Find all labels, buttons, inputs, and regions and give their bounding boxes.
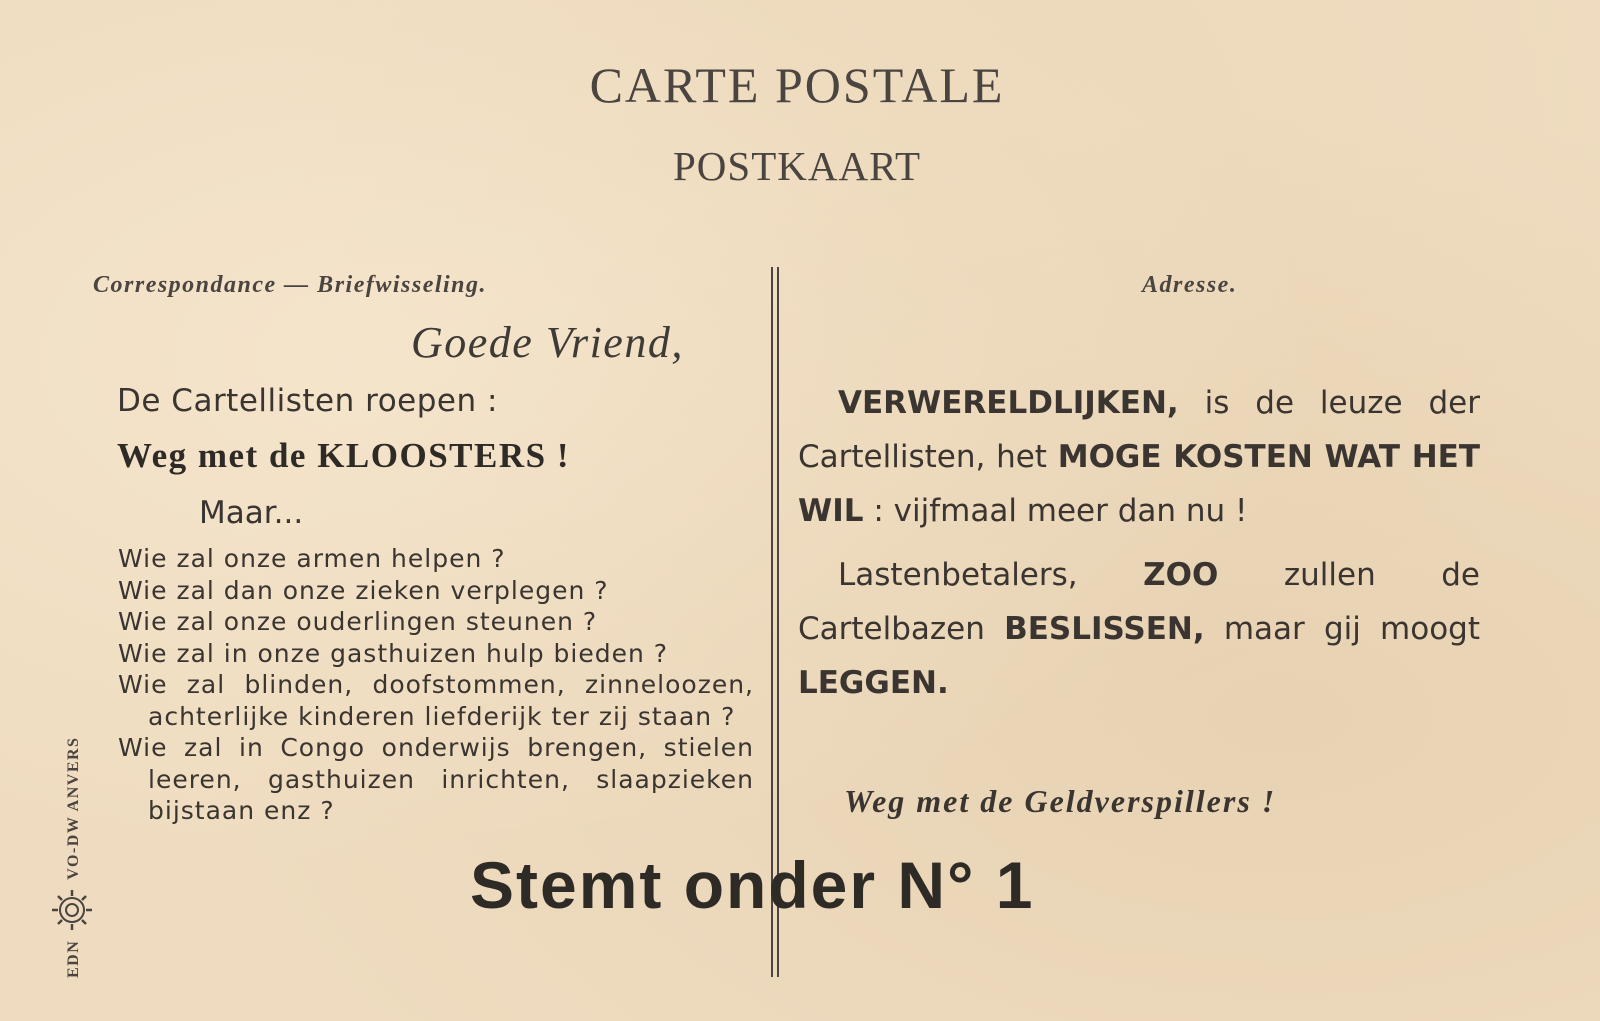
paragraph-lastenbetalers <box>798 548 1480 710</box>
question-item: Wie zal in onze gasthuizen hulp bieden ? <box>118 638 669 668</box>
slogan-geldverspillers: Weg met de Geldverspillers ! <box>844 783 1277 819</box>
imprint-edn: EDN <box>65 939 83 978</box>
question-item: Wie zal onze armen helpen ? <box>118 544 506 573</box>
text-vijfmaal: : vijfmaal meer dan nu ! <box>863 493 1248 529</box>
question-item: Wie zal onze ouderlingen steunen ? <box>118 607 598 636</box>
text-moge-kosten: MOGE KOSTEN WAT HET WIL <box>798 439 1480 529</box>
questions-list <box>118 543 754 827</box>
intro-line: De Cartellisten roepen : <box>117 383 498 419</box>
question-item: Wie zal blinden, doofstommen, zinneloozen, achterlijke kinderen liefderijk ter zij staan ? <box>118 670 754 731</box>
text-verwereldlijken: VERWERELDLIJKEN, <box>838 385 1179 421</box>
correspondence-label: Correspondance — Briefwisseling. <box>93 272 488 298</box>
text-zoo: ZOO <box>1143 557 1219 593</box>
greeting: Goede Vriend, <box>411 318 684 367</box>
text-leggen: LEGGEN. <box>798 665 949 701</box>
text-maar-gij: maar gij moogt <box>1204 611 1480 647</box>
question-item: Wie zal dan onze zieken verplegen ? <box>118 575 609 605</box>
text-beslissen: BESLISSEN, <box>1004 611 1205 647</box>
card-title: CARTE POSTALE <box>589 57 1005 113</box>
text-lastenbetalers: Lastenbetalers, <box>838 557 1144 593</box>
text-leuze: is de leuze der Cartellisten, het <box>798 385 1480 475</box>
maar-line: Maar... <box>199 495 304 531</box>
imprint-anvers: VO-DW ANVERS <box>65 736 83 880</box>
address-label: Adresse. <box>1142 272 1238 298</box>
slogan-kloosters: Weg met de KLOOSTERS ! <box>117 436 571 475</box>
printer-imprint <box>50 737 99 978</box>
publisher-logo-icon <box>50 888 99 932</box>
text-cartelbazen: zullen de Cartelbazen <box>798 557 1480 647</box>
paragraph-verwereldlijken <box>798 376 1480 538</box>
card-subtitle: POSTKAART <box>672 143 921 189</box>
vote-slogan: Stemt onder N° 1 <box>470 848 1035 922</box>
address-side-text <box>798 376 1480 710</box>
question-item: Wie zal in Congo onderwijs brengen, stielen leeren, gasthuizen inrichten, slaapzieken bijstaan enz ? <box>118 733 754 825</box>
